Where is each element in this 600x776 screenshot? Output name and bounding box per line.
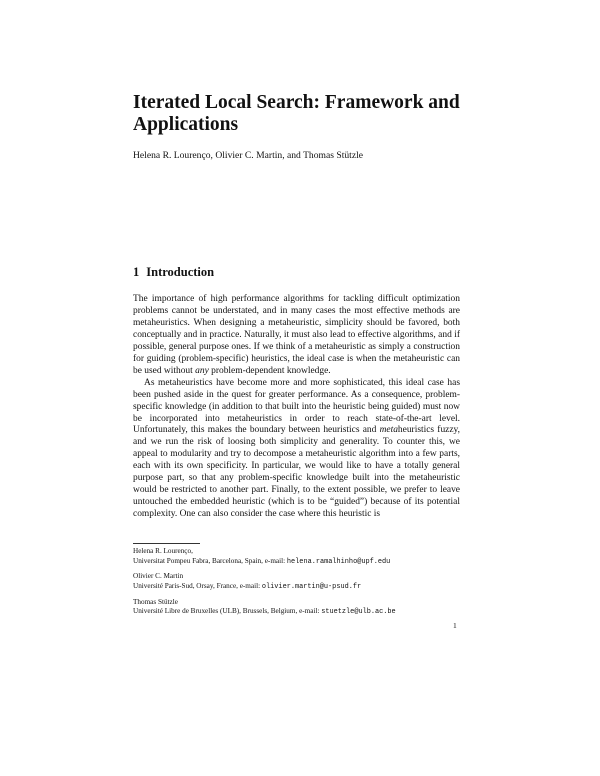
- affiliation-line: [133, 607, 473, 618]
- author-affiliations: [133, 547, 473, 623]
- paragraph: [133, 378, 460, 521]
- affiliation-entry: [133, 598, 473, 618]
- paragraph-text: The importance of high performance algorithms for tackling difficult optimization problems cannot be understated, and in many cases the most effective methods are metaheuristics. When designing a metaheuristic, simplicity should be favored, both conceptually and in practice. Naturally, it must also lead to effective algorithms, and if possible, general purpose ones. If we think of a metaheuristic as simply a construction for guiding (problem-specific) heuristics, the ideal case is when the metaheuristic can be used without: [133, 294, 460, 376]
- paragraph-text: As metaheuristics have become more and more sophisticated, this ideal case has been pushed aside in the quest for greater performance. As a consequence, problem-specific knowledge (in addition to that built into the heuristic being guided) must now be incorporated into metaheuristics in order to reach state-of-the-art level. Unfortunately, this makes the boundary between heuristics and: [133, 377, 460, 436]
- affiliation-institution: Université Paris-Sud, Orsay, France, e-mail:: [133, 581, 261, 590]
- paragraph: [133, 294, 460, 378]
- page-number: 1: [453, 621, 457, 630]
- affiliation-name: Thomas Stützle: [133, 597, 178, 606]
- body-text: [133, 294, 460, 521]
- affiliation-line: [133, 582, 473, 593]
- author-list: Helena R. Lourenço, Olivier C. Martin, and Thomas Stützle: [133, 150, 364, 161]
- affiliation-name: Helena R. Lourenço,: [133, 547, 193, 555]
- affiliation-name: Olivier C. Martin: [133, 572, 184, 581]
- affiliation-entry: [133, 547, 473, 567]
- emphasis-text: meta: [379, 425, 398, 436]
- affiliation-institution: Universitat Pompeu Fabra, Barcelona, Spain, e-mail:: [133, 556, 286, 565]
- section-title: Introduction: [146, 265, 215, 279]
- footnote-divider: [133, 543, 200, 544]
- paper-title: Iterated Local Search: Framework and Applications: [133, 92, 460, 135]
- emphasis-text: any: [195, 365, 209, 376]
- affiliation-institution: Université Libre de Bruxelles (ULB), Brussels, Belgium, e-mail:: [133, 607, 320, 616]
- email-link[interactable]: helena.ramalhinho@upf.edu: [286, 557, 391, 566]
- email-link[interactable]: stuetzle@ulb.ac.be: [321, 608, 396, 617]
- section-number: 1: [133, 265, 140, 279]
- affiliation-line: [133, 557, 473, 568]
- paragraph-text: heuristics fuzzy, and we run the risk of loosing both simplicity and generality. To counter this, we appeal to modularity and try to decompose a metaheuristic algorithm into a few parts, each with its own specificity. In particular, we would like to have a totally general purpose part, so that any problem-specific knowledge built into the metaheuristic would be restricted to another part. Finally, to the extent possible, we prefer to leave untouched the embedded heuristic (which is to be “guided”) because of its potential complexity. One can also consider the case where this heuristic is: [133, 425, 461, 520]
- email-link[interactable]: olivier.martin@u-psud.fr: [261, 582, 362, 591]
- affiliation-entry: [133, 572, 473, 592]
- paragraph-text: problem-dependent knowledge.: [211, 365, 331, 376]
- section-heading: [133, 265, 214, 279]
